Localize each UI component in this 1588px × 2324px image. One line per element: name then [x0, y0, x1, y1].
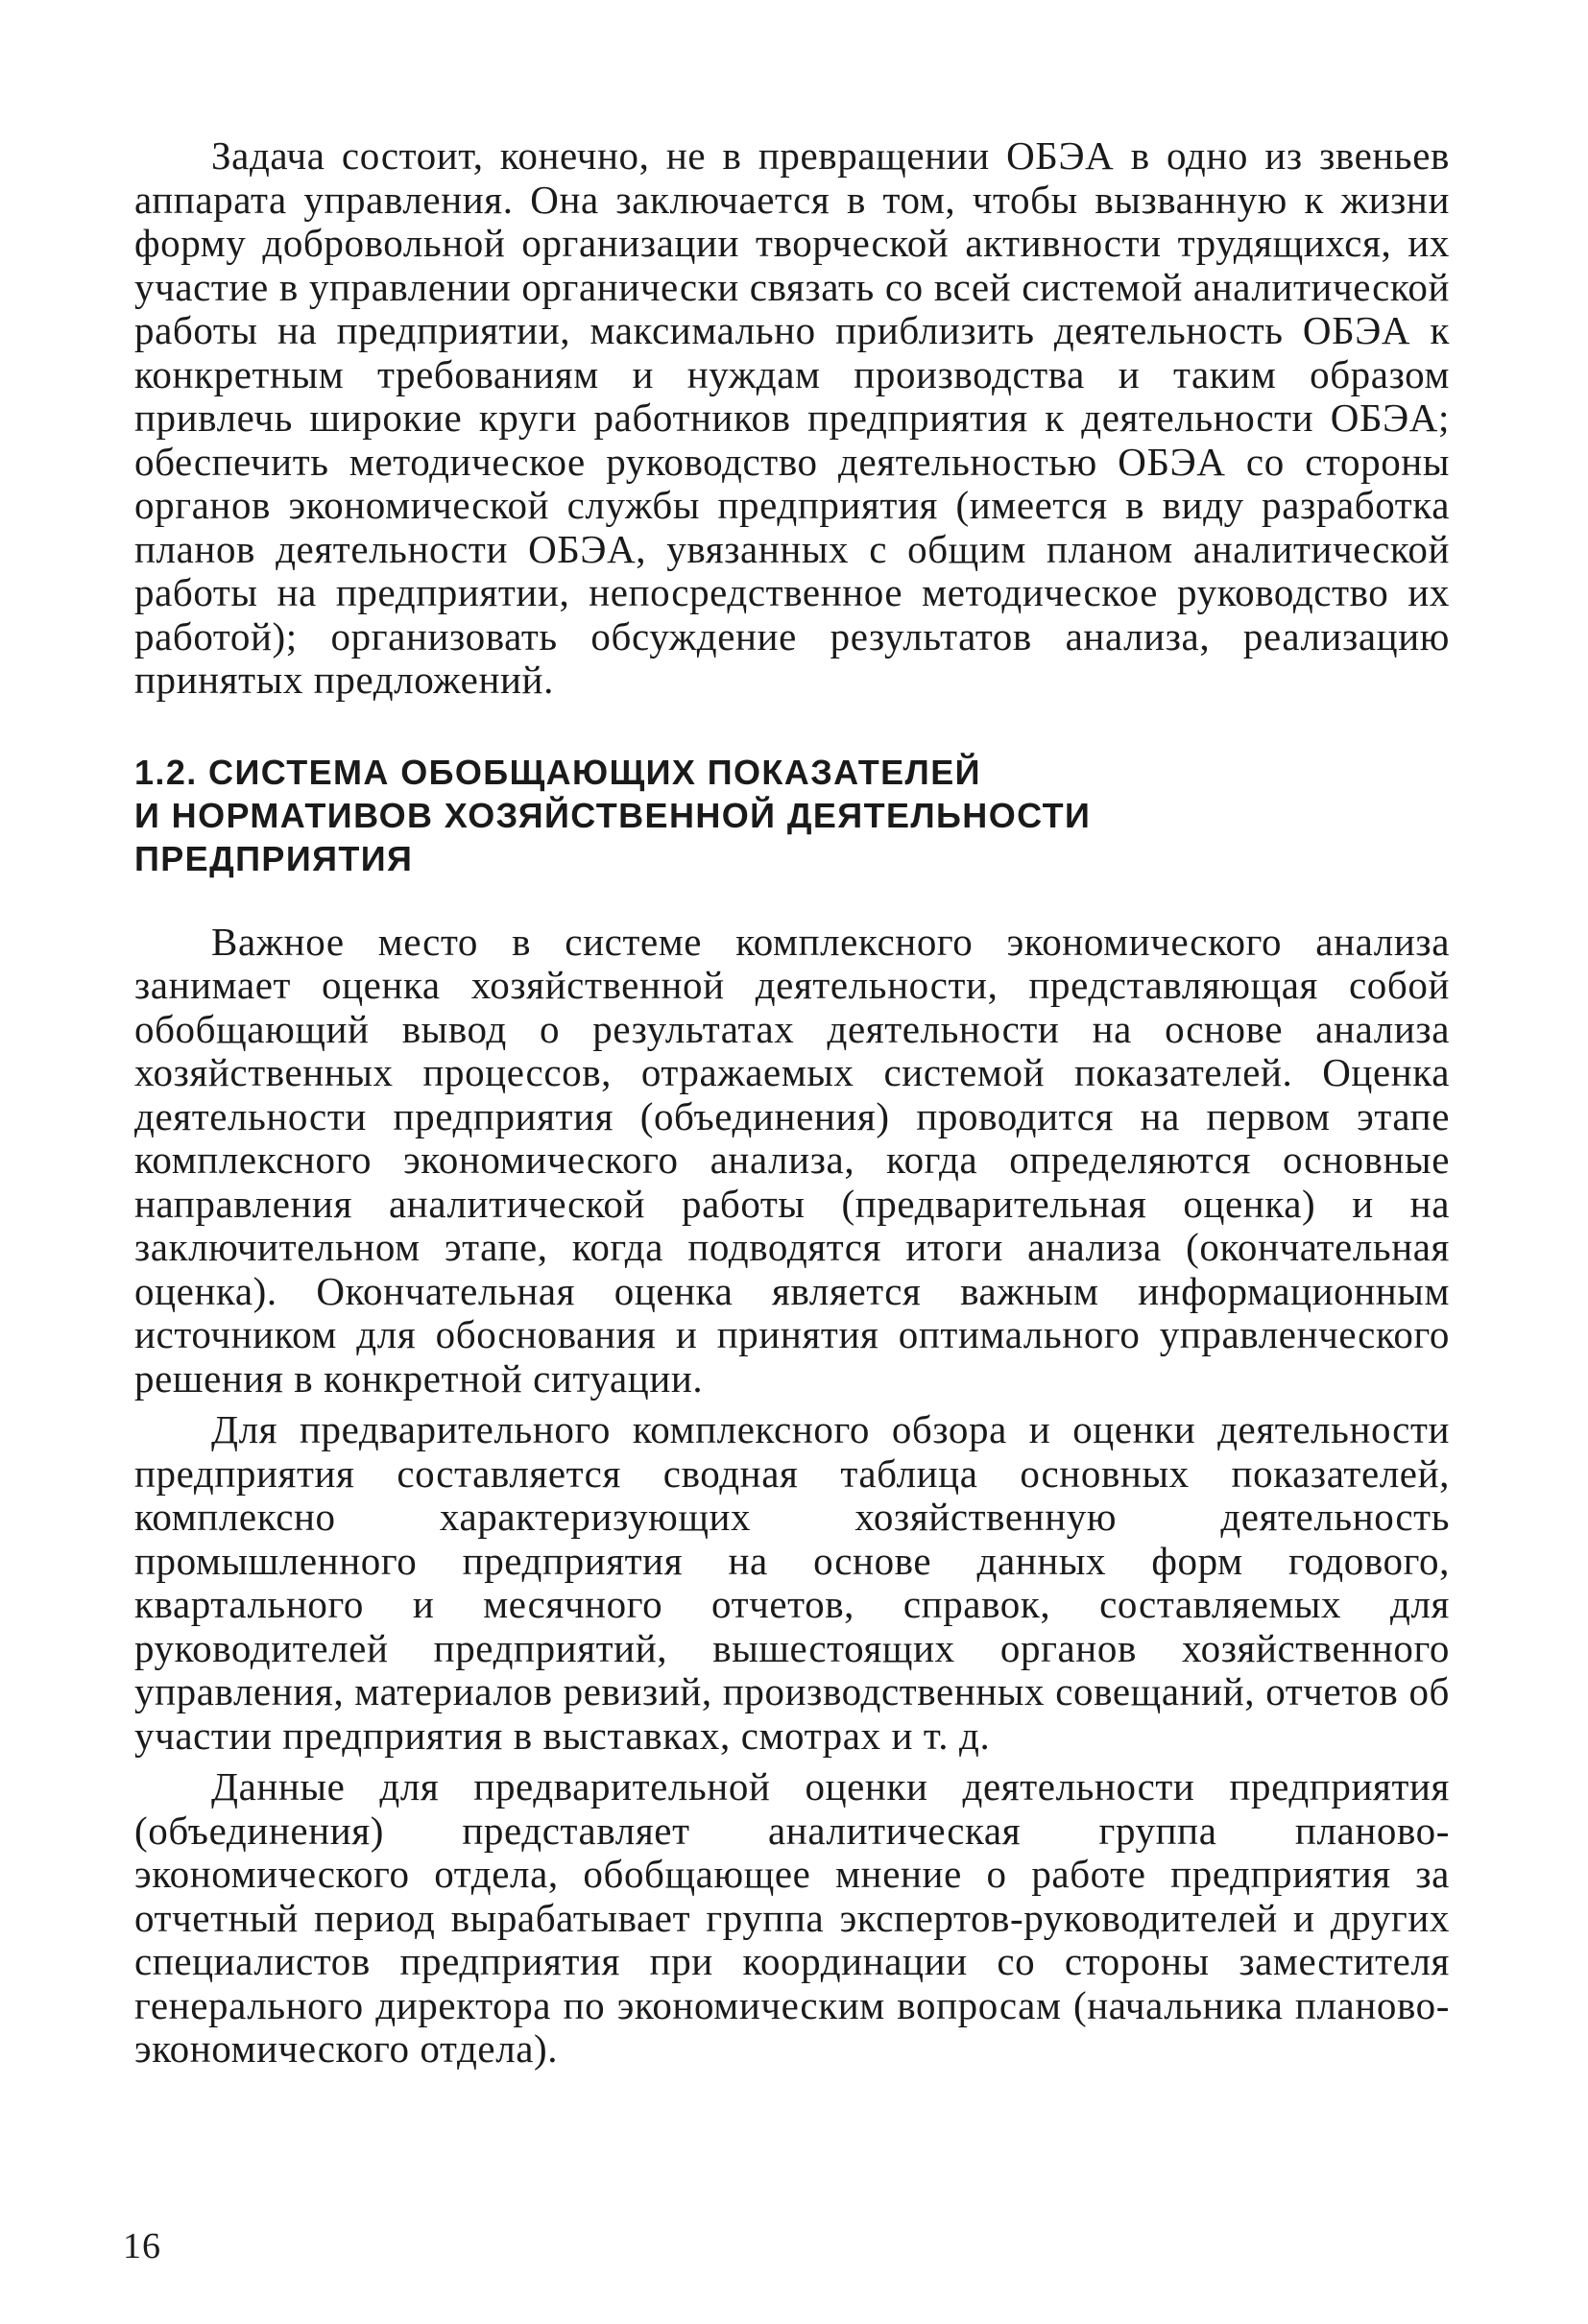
section-heading-line-3: ПРЕДПРИЯТИЯ	[134, 838, 414, 878]
section-heading-line-2: И НОРМАТИВОВ ХОЗЯЙСТВЕННОЙ ДЕЯТЕЛЬНОСТИ	[134, 795, 1092, 835]
body-paragraph-3: Данные для предварительной оценки деятельности предприятия (объединения) представляет аналитическая группа планово-экономического отдела, обобщающее мнение о работе предприятия за отчетный период вырабатывает группа экспертов-руководителей и других специалистов предприятия при координации со стороны заместителя генерального директора по экономическим вопросам (начальника планово-экономического отдела).	[134, 1764, 1450, 2071]
body-paragraph-2: Для предварительного комплексного обзора и оценки деятельности предприятия составляется сводная таблица основных показателей, комплексно характеризующих хозяйственную деятельность промышленного предприятия на основе данных форм годового, квартального и месячного отчетов, справок, составляемых для руководителей предприятий, вышестоящих органов хозяйственного управления, материалов ревизий, производственных совещаний, отчетов об участии предприятия в выставках, смотрах и т. д.	[134, 1407, 1450, 1758]
section-heading-line-1: 1.2. СИСТЕМА ОБОБЩАЮЩИХ ПОКАЗАТЕЛЕЙ	[134, 752, 981, 792]
intro-paragraph: Задача состоит, конечно, не в превращении ОБЭА в одно из звеньев аппарата управления. Она заключается в том, чтобы вызванную к жизни форму добровольной организации творческой активности трудящихся, их участие в управлении органически связать со всей системой аналитической работы на предприятии, максимально приблизить деятельность ОБЭА к конкретным требованиям и нуждам производства и таким образом привлечь широкие круги работников предприятия к деятельности ОБЭА; обеспечить методическое руководство деятельностью ОБЭА со стороны органов экономической службы предприятия (имеется в виду разработка планов деятельности ОБЭА, увязанных с общим планом аналитической работы на предприятии, непосредственное методическое руководство их работой); организовать обсуждение результатов анализа, реализацию принятых предложений.	[134, 133, 1450, 702]
page-number: 16	[123, 2226, 161, 2266]
body-paragraph-1: Важное место в системе комплексного экономического анализа занимает оценка хозяйственной деятельности, представляющая собой обобщающий вывод о результатах деятельности на основе анализа хозяйственных процессов, отражаемых системой показателей. Оценка деятельности предприятия (объединения) проводится на первом этапе комплексного экономического анализа, когда определяются основные направления аналитической работы (предварительная оценка) и на заключительном этапе, когда подводятся итоги анализа (окончательная оценка). Окончательная оценка является важным информационным источником для обоснования и принятия оптимального управленческого решения в конкретной ситуации.	[134, 919, 1450, 1401]
section-heading	[134, 751, 1450, 880]
page-content	[134, 134, 1450, 2072]
